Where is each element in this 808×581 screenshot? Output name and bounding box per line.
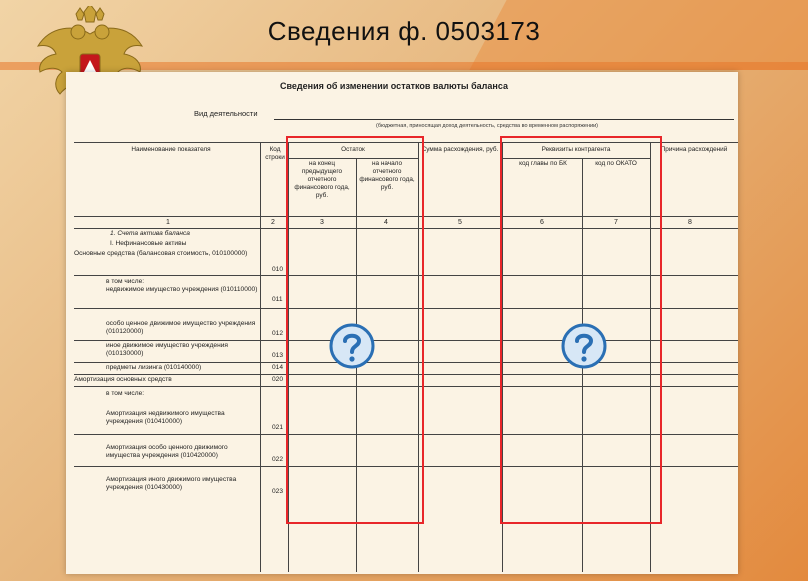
question-mark-icon (560, 322, 608, 370)
header-balance: Остаток (341, 146, 365, 153)
header-counterparty: Реквизиты контрагента (541, 146, 611, 153)
activity-line (274, 119, 734, 120)
header-code: Код строки (265, 146, 285, 161)
header-okato: код по ОКАТО (595, 160, 637, 167)
table-row-label: в том числе: (106, 278, 145, 285)
col-number: 1 (166, 219, 170, 226)
header-balance-end: на начало отчетного финансового года, руб. (359, 160, 415, 191)
slide-title: Сведения ф. 0503173 (267, 16, 541, 46)
table-row-label: Основные средства (балансовая стоимость, 010100000) (74, 250, 248, 257)
table-row-label: Амортизация основных средств (74, 376, 172, 383)
col-number: 3 (320, 219, 324, 226)
header-balance-start: на конец предыдущего отчетного финансового года, руб. (294, 160, 350, 199)
table-row-code: 013 (272, 352, 284, 359)
table-row-label: Амортизация недвижимого имущества учреждения (010410000) (106, 410, 225, 425)
activity-note: (бюджетная, приносящая доход деятельность, средства во временном распоряжении) (376, 123, 599, 129)
col-number: 7 (614, 219, 618, 226)
table-row-code: 022 (272, 456, 284, 463)
header-reason: Причина расхождений (660, 146, 728, 153)
question-mark-icon (328, 322, 376, 370)
table-row-label: предметы лизинга (010140000) (106, 364, 202, 371)
col-number: 4 (384, 219, 388, 226)
table-row-label: недвижимое имущество учреждения (010110000) (106, 286, 258, 293)
table-row-code: 012 (272, 330, 284, 337)
table-row-code: 011 (272, 296, 283, 303)
form-title: Сведения об изменении остатков валюты баланса (280, 81, 508, 91)
table-row-code: 014 (272, 364, 284, 371)
header-sum: Сумма расхождения, руб. (421, 146, 499, 153)
header-name: Наименование показателя (131, 146, 211, 153)
header-chapter: код главы по БК (519, 160, 567, 167)
table-row-label: I. Нефинансовые активы (110, 240, 187, 247)
table-row-label: Амортизация особо ценного движимого имущества учреждения (010420000) (106, 444, 228, 459)
table-row-label: иное движимое имущество учреждения (010130000) (106, 342, 228, 357)
table-row-code: 023 (272, 488, 284, 495)
col-number: 6 (540, 219, 544, 226)
table-row-label: Амортизация иного движимого имущества учреждения (010430000) (106, 476, 237, 491)
col-number: 8 (688, 219, 692, 226)
table-row-label: особо ценное движимое имущество учреждения (010120000) (106, 320, 256, 335)
col-number: 2 (271, 219, 275, 226)
table-row-code: 021 (272, 424, 284, 431)
table-row-code: 010 (272, 266, 284, 273)
table-row-label: в том числе: (106, 390, 145, 397)
col-separator (260, 142, 261, 572)
col-number: 5 (458, 219, 462, 226)
table-row-code: 020 (272, 376, 284, 383)
table-row-label: 1. Счета актива баланса (110, 230, 190, 237)
activity-label: Вид деятельности (194, 109, 258, 118)
